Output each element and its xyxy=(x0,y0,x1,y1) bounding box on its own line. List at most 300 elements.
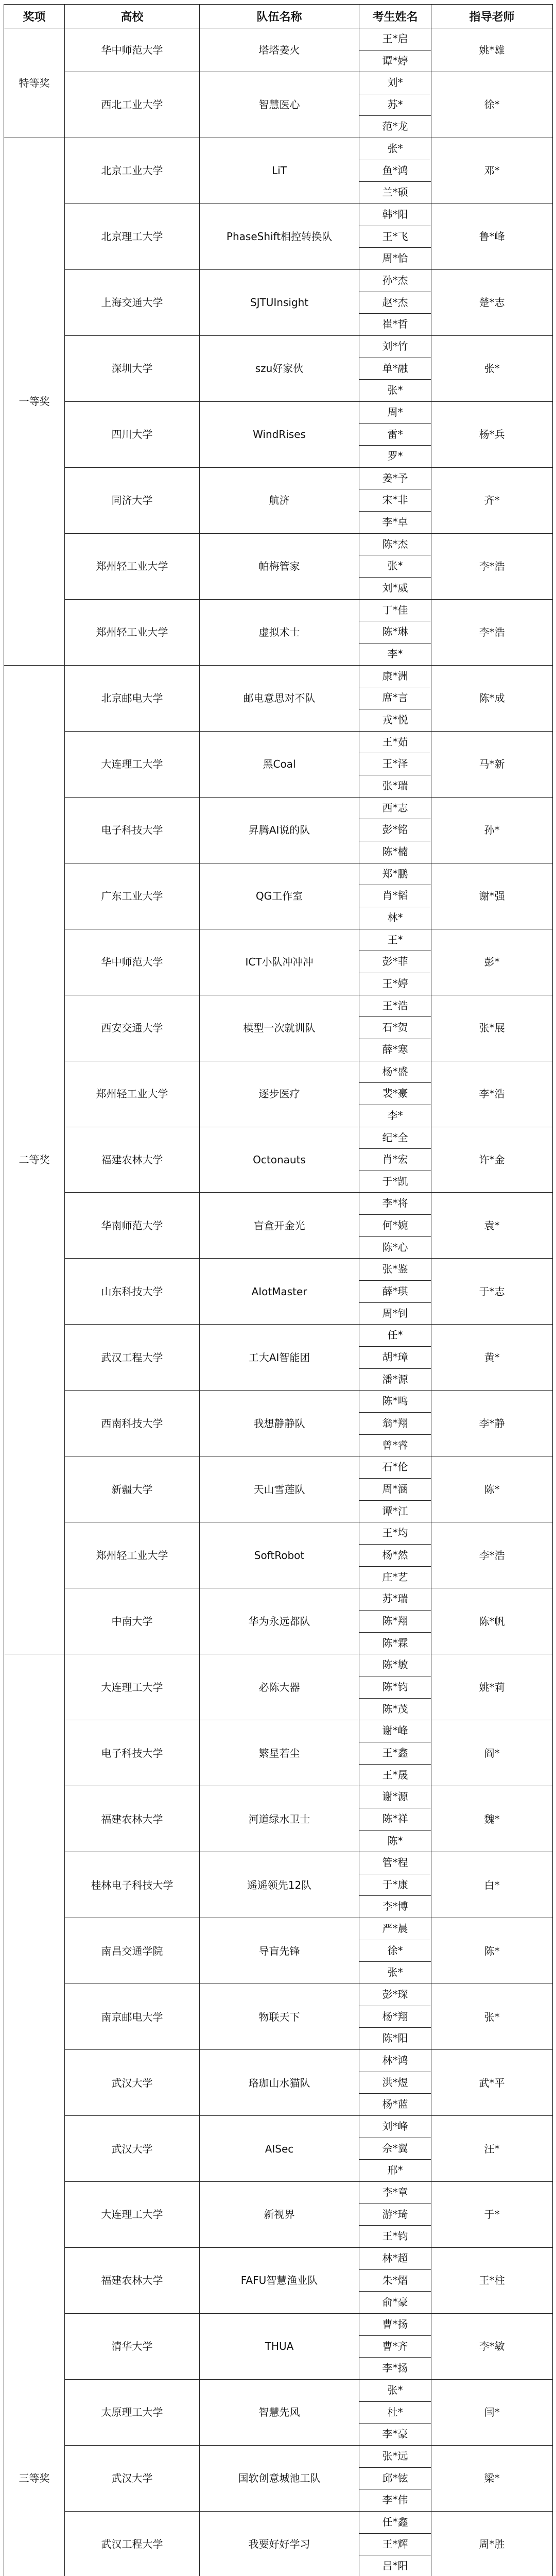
team-cell: AISec xyxy=(200,2116,359,2182)
student-name: 任*鑫 xyxy=(382,2515,408,2528)
advisor-cell: 梁* xyxy=(431,2445,553,2511)
student-name: 陈*琳 xyxy=(359,621,431,643)
school-cell: 华中师范大学 xyxy=(65,929,200,995)
school-cell: 郑州轻工业大学 xyxy=(65,599,200,665)
student-name: 范*龙 xyxy=(359,115,431,138)
team-cell: SJTUInsight xyxy=(200,269,359,335)
student-name: 王*浩 xyxy=(382,999,408,1012)
students-cell xyxy=(359,2379,431,2445)
table-row xyxy=(4,1325,553,1391)
advisor-cell: 谢*强 xyxy=(431,863,553,929)
school-cell: 北京理工大学 xyxy=(65,204,200,269)
table-body xyxy=(4,28,553,2576)
student-name: 李*将 xyxy=(382,1197,408,1210)
school-cell: 广东工业大学 xyxy=(65,863,200,929)
student-name: 王*婷 xyxy=(359,973,431,995)
team-cell: 新视界 xyxy=(200,2182,359,2248)
school-cell: 大连理工大学 xyxy=(65,731,200,797)
student-name: 杨*翔 xyxy=(359,2006,431,2028)
advisor-cell: 阎* xyxy=(431,1720,553,1786)
table-row xyxy=(4,28,553,72)
school-cell: 福建农林大学 xyxy=(65,2247,200,2313)
table-row xyxy=(4,2116,553,2182)
team-cell: 遥遥领先12队 xyxy=(200,1852,359,1918)
student-name: 王*茹 xyxy=(382,735,408,748)
advisor-cell: 彭* xyxy=(431,929,553,995)
table-row xyxy=(4,1193,553,1259)
school-cell: 西安交通大学 xyxy=(65,995,200,1061)
student-name: 曾*睿 xyxy=(359,1434,431,1456)
student-name: 西*志 xyxy=(382,801,408,814)
school-cell: 西北工业大学 xyxy=(65,72,200,138)
table-row xyxy=(4,1918,553,1984)
school-cell: 南昌交通学院 xyxy=(65,1918,200,1984)
table-row xyxy=(4,863,553,929)
team-cell: AIotMaster xyxy=(200,1259,359,1325)
team-cell: SoftRobot xyxy=(200,1522,359,1588)
student-name: 李*博 xyxy=(359,1895,431,1918)
table-row xyxy=(4,1391,553,1456)
student-name: 陈*楠 xyxy=(359,841,431,863)
award-cell: 二等奖 xyxy=(4,665,65,1654)
student-name: 严*晨 xyxy=(382,1922,408,1935)
student-name: 郑*鹏 xyxy=(382,867,408,880)
student-name: 单*融 xyxy=(359,358,431,380)
table-row xyxy=(4,401,553,467)
students-cell xyxy=(359,1852,431,1918)
student-name: 鱼*鸿 xyxy=(359,160,431,182)
students-cell xyxy=(359,138,431,204)
team-cell: 导盲先锋 xyxy=(200,1918,359,1984)
student-name: 谭*江 xyxy=(359,1500,431,1522)
advisor-cell: 鲁*峰 xyxy=(431,204,553,269)
team-cell: 必陈大器 xyxy=(200,1654,359,1720)
team-cell: FAFU智慧渔业队 xyxy=(200,2247,359,2313)
school-cell: 福建农林大学 xyxy=(65,1786,200,1852)
student-name: 孙*杰 xyxy=(382,274,408,286)
student-name: 赵*杰 xyxy=(359,292,431,314)
student-name: 戎*悦 xyxy=(359,709,431,731)
student-name: 刘*竹 xyxy=(382,340,408,352)
student-name: 游*琦 xyxy=(359,2204,431,2226)
school-cell: 郑州轻工业大学 xyxy=(65,1061,200,1127)
students-cell xyxy=(359,599,431,665)
school-cell: 太原理工大学 xyxy=(65,2379,200,2445)
advisor-cell: 陈* xyxy=(431,1456,553,1522)
student-name: 王*飞 xyxy=(359,226,431,248)
advisor-cell: 魏* xyxy=(431,1786,553,1852)
table-row xyxy=(4,2050,553,2116)
table-row xyxy=(4,731,553,797)
table-row xyxy=(4,467,553,533)
table-row xyxy=(4,1852,553,1918)
student-name: 周* xyxy=(387,405,403,418)
table-row xyxy=(4,1984,553,2050)
school-cell: 中南大学 xyxy=(65,1588,200,1654)
advisor-cell: 陈* xyxy=(431,1918,553,1984)
advisor-cell: 楚*志 xyxy=(431,269,553,335)
student-name: 王* xyxy=(387,933,403,946)
team-cell: 逐步医疗 xyxy=(200,1061,359,1127)
team-cell: 昇腾AI说的队 xyxy=(200,797,359,863)
student-name: 俞*豪 xyxy=(359,2291,431,2313)
header-school: 高校 xyxy=(65,5,200,28)
school-cell: 武汉大学 xyxy=(65,2050,200,2116)
award-cell: 三等奖 xyxy=(4,1654,65,2576)
school-cell: 武汉工程大学 xyxy=(65,2511,200,2576)
table-row xyxy=(4,929,553,995)
student-name: 佘*翼 xyxy=(359,2138,431,2160)
table-row xyxy=(4,1127,553,1193)
advisor-cell: 于*志 xyxy=(431,1259,553,1325)
student-name: 刘*峰 xyxy=(382,2120,408,2133)
student-name: 李*伟 xyxy=(359,2489,431,2511)
students-cell xyxy=(359,467,431,533)
table-row xyxy=(4,995,553,1061)
team-cell: 模型一次就训队 xyxy=(200,995,359,1061)
team-cell: 虚拟术士 xyxy=(200,599,359,665)
school-cell: 郑州轻工业大学 xyxy=(65,533,200,599)
team-cell: 智慧医心 xyxy=(200,72,359,138)
student-name: 翁*翔 xyxy=(359,1412,431,1434)
students-cell xyxy=(359,204,431,269)
table-row xyxy=(4,1720,553,1786)
students-cell xyxy=(359,2116,431,2182)
student-name: 曹*齐 xyxy=(359,2335,431,2358)
student-name: 任* xyxy=(387,1329,403,1342)
advisor-cell: 许*金 xyxy=(431,1127,553,1193)
student-name: 姜*予 xyxy=(382,471,408,484)
school-cell: 武汉工程大学 xyxy=(65,1325,200,1391)
table-row xyxy=(4,1522,553,1588)
advisor-cell: 杨*兵 xyxy=(431,401,553,467)
students-cell xyxy=(359,1588,431,1654)
advisor-cell: 于* xyxy=(431,2182,553,2248)
student-name: 谭*婷 xyxy=(359,50,431,72)
table-row xyxy=(4,599,553,665)
student-name: 陈*心 xyxy=(359,1236,431,1259)
students-cell xyxy=(359,1720,431,1786)
student-name: 罗* xyxy=(359,445,431,467)
student-name: 兰*硕 xyxy=(359,181,431,204)
students-cell xyxy=(359,995,431,1061)
student-name: 陈*钧 xyxy=(359,1676,431,1698)
advisor-cell: 王*柱 xyxy=(431,2247,553,2313)
advisor-cell: 张* xyxy=(431,335,553,401)
school-cell: 大连理工大学 xyxy=(65,2182,200,2248)
student-name: 王*启 xyxy=(382,32,408,45)
student-name: 王*晟 xyxy=(359,1764,431,1786)
header-students: 考生姓名 xyxy=(359,5,431,28)
students-cell xyxy=(359,1984,431,2050)
school-cell: 四川大学 xyxy=(65,401,200,467)
students-cell xyxy=(359,533,431,599)
team-cell: szu好家伙 xyxy=(200,335,359,401)
students-cell xyxy=(359,28,431,72)
student-name: 陈* xyxy=(359,1830,431,1852)
header-advisor: 指导老师 xyxy=(431,5,553,28)
student-name: 康*洲 xyxy=(382,669,408,682)
student-name: 谢*源 xyxy=(382,1790,408,1803)
students-cell xyxy=(359,335,431,401)
student-name: 陈*敏 xyxy=(382,1658,408,1671)
table-row xyxy=(4,1259,553,1325)
student-name: 潘*源 xyxy=(359,1368,431,1391)
students-cell xyxy=(359,1786,431,1852)
students-cell xyxy=(359,401,431,467)
school-cell: 大连理工大学 xyxy=(65,1654,200,1720)
student-name: 管*程 xyxy=(382,1856,408,1869)
advisor-cell: 李*浩 xyxy=(431,1061,553,1127)
student-name: 朱*熠 xyxy=(359,2269,431,2292)
school-cell: 清华大学 xyxy=(65,2313,200,2379)
student-name: 彭*铭 xyxy=(359,819,431,841)
student-name: 庄*艺 xyxy=(359,1566,431,1588)
team-cell: 盲盒开金光 xyxy=(200,1193,359,1259)
team-cell: 华为永远都队 xyxy=(200,1588,359,1654)
award-table xyxy=(4,4,553,2576)
student-name: 曹*扬 xyxy=(382,2317,408,2330)
students-cell xyxy=(359,1522,431,1588)
students-cell xyxy=(359,2445,431,2511)
advisor-cell: 李*浩 xyxy=(431,1522,553,1588)
advisor-cell: 徐* xyxy=(431,72,553,138)
advisor-cell: 汪* xyxy=(431,2116,553,2182)
student-name: 林*鸿 xyxy=(382,2054,408,2067)
student-name: 陈*祥 xyxy=(359,1808,431,1830)
school-cell: 电子科技大学 xyxy=(65,1720,200,1786)
team-cell: 帕梅管家 xyxy=(200,533,359,599)
table-row xyxy=(4,1588,553,1654)
award-cell: 一等奖 xyxy=(4,138,65,665)
advisor-cell: 周*胜 xyxy=(431,2511,553,2576)
team-cell: ICT小队冲冲冲 xyxy=(200,929,359,995)
student-name: 胡*璋 xyxy=(359,1346,431,1368)
team-cell: 我要好好学习 xyxy=(200,2511,359,2576)
student-name: 李*扬 xyxy=(359,2357,431,2379)
team-cell: 河道绿水卫士 xyxy=(200,1786,359,1852)
student-name: 石*伦 xyxy=(382,1461,408,1473)
students-cell xyxy=(359,2247,431,2313)
students-cell xyxy=(359,1061,431,1127)
school-cell: 西南科技大学 xyxy=(65,1391,200,1456)
table-row xyxy=(4,797,553,863)
students-cell xyxy=(359,731,431,797)
advisor-cell: 李*浩 xyxy=(431,533,553,599)
team-cell: 国软创意城池工队 xyxy=(200,2445,359,2511)
school-cell: 南京邮电大学 xyxy=(65,1984,200,2050)
table-row xyxy=(4,2379,553,2445)
student-name: 席*言 xyxy=(359,687,431,709)
team-cell: LiT xyxy=(200,138,359,204)
table-row xyxy=(4,665,553,731)
school-cell: 北京邮电大学 xyxy=(65,665,200,731)
team-cell: 天山雪莲队 xyxy=(200,1456,359,1522)
advisor-cell: 袁* xyxy=(431,1193,553,1259)
student-name: 李* xyxy=(359,1105,431,1127)
student-name: 吕*阳 xyxy=(359,2555,431,2576)
student-name: 张*瑞 xyxy=(359,775,431,797)
header-award: 奖项 xyxy=(4,5,65,28)
team-cell: 我想静静队 xyxy=(200,1391,359,1456)
student-name: 张* xyxy=(359,379,431,401)
table-row xyxy=(4,204,553,269)
school-cell: 山东科技大学 xyxy=(65,1259,200,1325)
team-cell: Octonauts xyxy=(200,1127,359,1193)
team-cell: 繁星若尘 xyxy=(200,1720,359,1786)
student-name: 陈*茂 xyxy=(359,1698,431,1720)
student-name: 邢* xyxy=(359,2159,431,2181)
student-name: 石*贺 xyxy=(359,1016,431,1039)
students-cell xyxy=(359,863,431,929)
student-name: 肖*宏 xyxy=(359,1148,431,1171)
table-row xyxy=(4,335,553,401)
header-team: 队伍名称 xyxy=(200,5,359,28)
advisor-cell: 李*浩 xyxy=(431,599,553,665)
advisor-cell: 白* xyxy=(431,1852,553,1918)
school-cell: 上海交通大学 xyxy=(65,269,200,335)
team-cell: QG工作室 xyxy=(200,863,359,929)
student-name: 肖*韬 xyxy=(359,885,431,907)
advisor-cell: 李*敏 xyxy=(431,2313,553,2379)
students-cell xyxy=(359,1193,431,1259)
student-name: 周*钊 xyxy=(359,1302,431,1325)
student-name: 刘* xyxy=(387,76,403,89)
student-name: 张* xyxy=(387,2383,403,2396)
header-row xyxy=(4,5,553,28)
student-name: 张*远 xyxy=(382,2449,408,2462)
student-name: 张* xyxy=(387,142,403,155)
student-name: 王*泽 xyxy=(359,753,431,775)
advisor-cell: 李*静 xyxy=(431,1391,553,1456)
student-name: 李*卓 xyxy=(359,511,431,533)
school-cell: 北京工业大学 xyxy=(65,138,200,204)
team-cell: 航济 xyxy=(200,467,359,533)
team-cell: 物联天下 xyxy=(200,1984,359,2050)
student-name: 杨*然 xyxy=(359,1544,431,1566)
student-name: 杨*蓝 xyxy=(359,2093,431,2115)
student-name: 李* xyxy=(359,643,431,665)
advisor-cell: 姚*雄 xyxy=(431,28,553,72)
student-name: 于*康 xyxy=(359,1874,431,1896)
advisor-cell: 陈*帆 xyxy=(431,1588,553,1654)
advisor-cell: 武*平 xyxy=(431,2050,553,2116)
student-name: 陈*鸣 xyxy=(382,1395,408,1408)
student-name: 刘*威 xyxy=(359,577,431,599)
student-name: 周*恰 xyxy=(359,247,431,269)
student-name: 张* xyxy=(359,1961,431,1984)
table-row xyxy=(4,1456,553,1522)
student-name: 陈*阳 xyxy=(359,2027,431,2049)
advisor-cell: 马*新 xyxy=(431,731,553,797)
students-cell xyxy=(359,1391,431,1456)
advisor-cell: 姚*莉 xyxy=(431,1654,553,1720)
team-cell: 珞珈山水猫队 xyxy=(200,2050,359,2116)
school-cell: 同济大学 xyxy=(65,467,200,533)
table-row xyxy=(4,2247,553,2313)
student-name: 彭*琛 xyxy=(382,1988,408,2001)
student-name: 陈*翔 xyxy=(359,1610,431,1632)
student-name: 张*鉴 xyxy=(382,1263,408,1276)
students-cell xyxy=(359,2511,431,2576)
team-cell: 工大AI智能团 xyxy=(200,1325,359,1391)
advisor-cell: 孙* xyxy=(431,797,553,863)
student-name: 杜* xyxy=(359,2401,431,2424)
team-cell: 智慧先风 xyxy=(200,2379,359,2445)
student-name: 谢*峰 xyxy=(382,1724,408,1737)
school-cell: 武汉大学 xyxy=(65,2116,200,2182)
students-cell xyxy=(359,929,431,995)
advisor-cell: 张* xyxy=(431,1984,553,2050)
students-cell xyxy=(359,1918,431,1984)
student-name: 雷* xyxy=(359,423,431,446)
student-name: 张* xyxy=(359,555,431,577)
school-cell: 深圳大学 xyxy=(65,335,200,401)
student-name: 苏* xyxy=(359,94,431,116)
table-row xyxy=(4,2182,553,2248)
table-row xyxy=(4,269,553,335)
table-row xyxy=(4,533,553,599)
team-cell: PhaseShift相控转换队 xyxy=(200,204,359,269)
students-cell xyxy=(359,1259,431,1325)
student-name: 王*均 xyxy=(382,1527,408,1539)
table-row xyxy=(4,72,553,138)
advisor-cell: 张*展 xyxy=(431,995,553,1061)
school-cell: 华南师范大学 xyxy=(65,1193,200,1259)
students-cell xyxy=(359,1456,431,1522)
student-name: 李*章 xyxy=(382,2186,408,2198)
student-name: 韩*阳 xyxy=(382,208,408,221)
student-name: 李*豪 xyxy=(359,2423,431,2445)
student-name: 王*辉 xyxy=(359,2533,431,2555)
student-name: 王*鑫 xyxy=(359,1742,431,1764)
school-cell: 郑州轻工业大学 xyxy=(65,1522,200,1588)
team-cell: THUA xyxy=(200,2313,359,2379)
students-cell xyxy=(359,2313,431,2379)
school-cell: 桂林电子科技大学 xyxy=(65,1852,200,1918)
advisor-cell: 陈*成 xyxy=(431,665,553,731)
student-name: 崔*哲 xyxy=(359,313,431,335)
student-name: 陈*霖 xyxy=(359,1632,431,1654)
advisor-cell: 闫* xyxy=(431,2379,553,2445)
students-cell xyxy=(359,2050,431,2116)
table-row xyxy=(4,1786,553,1852)
team-cell: 黑Coal xyxy=(200,731,359,797)
student-name: 陈*杰 xyxy=(382,537,408,550)
table-row xyxy=(4,2313,553,2379)
school-cell: 华中师范大学 xyxy=(65,28,200,72)
student-name: 丁*佳 xyxy=(382,603,408,616)
students-cell xyxy=(359,269,431,335)
student-name: 彭*菲 xyxy=(359,951,431,973)
student-name: 何*婉 xyxy=(359,1214,431,1236)
students-cell xyxy=(359,1127,431,1193)
school-cell: 武汉大学 xyxy=(65,2445,200,2511)
table-row xyxy=(4,2445,553,2511)
student-name: 纪*全 xyxy=(382,1131,408,1144)
advisor-cell: 黄* xyxy=(431,1325,553,1391)
student-name: 杨*盛 xyxy=(382,1065,408,1078)
student-name: 王*钧 xyxy=(359,2225,431,2247)
team-cell: 邮电意思对不队 xyxy=(200,665,359,731)
team-cell: WindRises xyxy=(200,401,359,467)
students-cell xyxy=(359,1325,431,1391)
student-name: 徐* xyxy=(359,1940,431,1962)
school-cell: 电子科技大学 xyxy=(65,797,200,863)
student-name: 林*超 xyxy=(382,2251,408,2264)
school-cell: 福建农林大学 xyxy=(65,1127,200,1193)
students-cell xyxy=(359,797,431,863)
